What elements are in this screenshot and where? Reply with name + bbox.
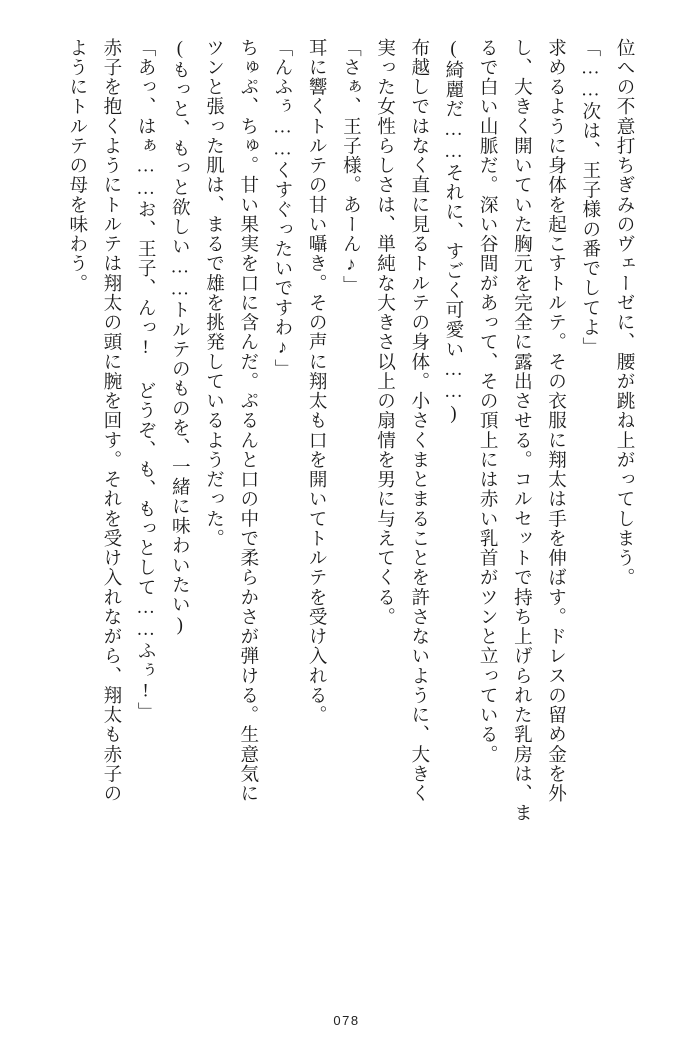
text-line: 求めるように身体を起こすトルテ。その衣服に翔太は手を伸ばす。ドレスの留め金を外 [545, 38, 567, 804]
text-line: 布越しではなく直に見るトルテの身体。小さくまとまることを許さないように、大きく [408, 38, 430, 804]
page-number: 078 [333, 1013, 360, 1028]
text-line: 「あっ、はぁ……お、王子、んっ! どうぞ、も、もっとして……ふぅ!」 [135, 38, 157, 722]
text-line: ようにトルテの母を味わう。 [66, 38, 88, 294]
text-line: 位への不意打ちぎみのヴェーゼに、腰が跳ね上がってしまう。 [614, 38, 635, 588]
text-line: 「んふぅ……くすぐったいですわ♪」 [271, 38, 293, 379]
text-line: るで白い山脈だ。深い谷間があって、その頂上には赤い乳首がツンと立っている。 [477, 38, 499, 765]
text-line: (もっと、もっと欲しい……トルテのものを、一緒に味わいたい) [169, 38, 191, 637]
text-line: 耳に響くトルテの甘い囁き。その声に翔太も口を開いてトルテを受け入れる。 [306, 38, 328, 725]
text-line: 「……次は、王子様の番でしてよ」 [579, 38, 601, 357]
vertical-text-body [52, 38, 641, 968]
text-line: 赤子を抱くようにトルテは翔太の頭に腕を回す。それを受け入れながら、翔太も赤子の [100, 38, 122, 804]
text-line: (綺麗だ……それに、すごく可愛い……) [442, 38, 464, 426]
text-line: ちゅぷ、ちゅ。甘い果実を口に含んだ。ぷるんと口の中で柔らかさが弾ける。生意気に [237, 38, 259, 804]
text-line: し、大きく開いていた胸元を完全に露出させる。コルセットで持ち上げられた乳房は、ま [511, 38, 533, 823]
text-line: 実った女性らしさは、単純な大きさ以上の扇情を男に与えてくる。 [374, 38, 396, 627]
text-line: ツンと張った肌は、まるで雄を挑発しているようだった。 [203, 38, 225, 549]
text-line: 「さぁ、王子様。あーん♪」 [340, 38, 362, 296]
